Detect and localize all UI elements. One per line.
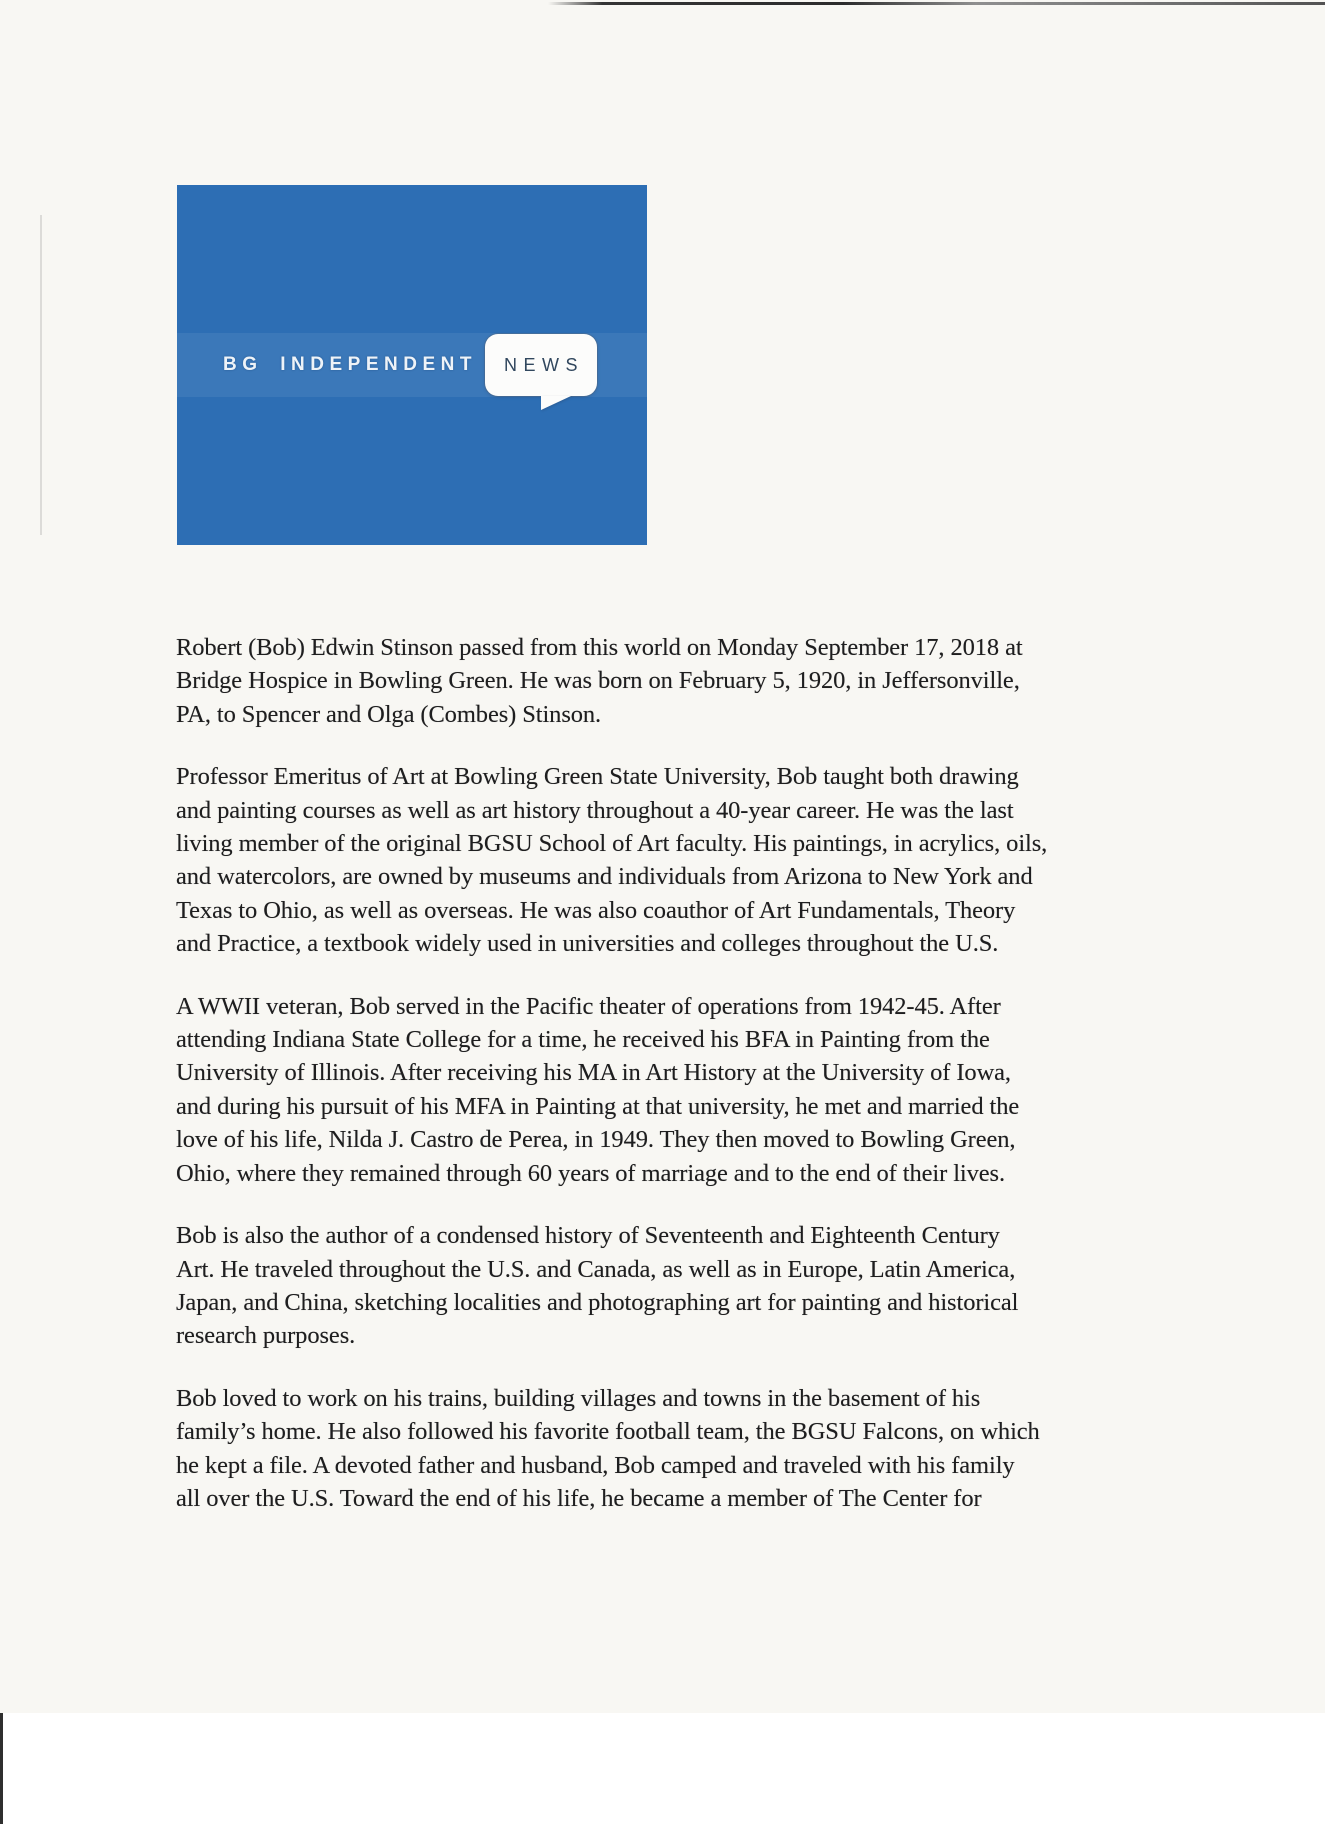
text-line: Bob loved to work on his trains, building villages and towns in the basement of his — [176, 1384, 981, 1412]
text-line: he kept a file. A devoted father and husband, Bob camped and traveled with his family — [176, 1451, 1015, 1479]
text-line: living member of the original BGSU School of Art faculty. His paintings, in acrylics, oils, — [176, 830, 1048, 858]
news-speech-bubble — [485, 334, 597, 396]
text-line: and Practice, a textbook widely used in universities and colleges throughout the U.S. — [176, 930, 999, 958]
obituary-text — [176, 631, 1186, 1544]
text-line: Japan, and China, sketching localities and photographing art for painting and historical — [176, 1288, 1019, 1316]
text-line: Professor Emeritus of Art at Bowling Green State University, Bob taught both drawing — [176, 763, 1019, 791]
text-line: and painting courses as well as art history throughout a 40-year career. He was the last — [176, 796, 1014, 824]
text-line: Robert (Bob) Edwin Stinson passed from this world on Monday September 17, 2018 at — [176, 634, 1023, 661]
scan-edge-line — [548, 2, 1325, 5]
news-label: NEWS — [503, 354, 584, 375]
scan-edge-strip — [0, 1713, 3, 1824]
text-line: all over the U.S. Toward the end of his life, he became a member of The Center for — [176, 1484, 982, 1512]
text-line: Bridge Hospice in Bowling Green. He was born on February 5, 1920, in Jeffersonville, — [176, 667, 1020, 695]
logo-row — [177, 185, 647, 545]
logo-wordmark: BG INDEPENDENT — [223, 354, 477, 375]
text-line: love of his life, Nilda J. Castro de Perea, in 1949. They then moved to Bowling Green, — [176, 1126, 1016, 1154]
text-line: A WWII veteran, Bob served in the Pacific theater of operations from 1942-45. After — [176, 992, 1001, 1020]
text-line: attending Indiana State College for a time, he received his BFA in Painting from the — [176, 1026, 990, 1054]
paragraph-2 — [176, 760, 1186, 960]
text-line: family’s home. He also followed his favorite football team, the BGSU Falcons, on which — [176, 1418, 1040, 1446]
text-line: Art. He traveled throughout the U.S. and Canada, as well as in Europe, Latin America, — [176, 1255, 1016, 1283]
text-line: research purposes. — [176, 1322, 356, 1350]
scan-scratch-artifact — [40, 215, 42, 535]
text-line: Texas to Ohio, as well as overseas. He was also coauthor of Art Fundamentals, Theory — [176, 896, 1016, 924]
text-line: PA, to Spencer and Olga (Combes) Stinson. — [176, 700, 602, 728]
paragraph-5 — [176, 1382, 1186, 1516]
text-line: and during his pursuit of his MFA in Painting at that university, he met and married the — [176, 1092, 1020, 1120]
paragraph-1 — [176, 631, 1186, 731]
paragraph-4 — [176, 1219, 1186, 1353]
text-line: Ohio, where they remained through 60 years of marriage and to the end of their lives. — [176, 1159, 1005, 1187]
bg-independent-news-logo — [177, 185, 647, 545]
text-line: and watercolors, are owned by museums and individuals from Arizona to New York and — [176, 863, 1033, 891]
text-line: University of Illinois. After receiving his MA in Art History at the University of Iowa, — [176, 1059, 1011, 1087]
speech-bubble-tail-icon — [541, 396, 571, 410]
text-line: Bob is also the author of a condensed history of Seventeenth and Eighteenth Century — [176, 1222, 1000, 1250]
paragraph-3 — [176, 990, 1186, 1190]
scan-lower-edge — [0, 1713, 1325, 1824]
